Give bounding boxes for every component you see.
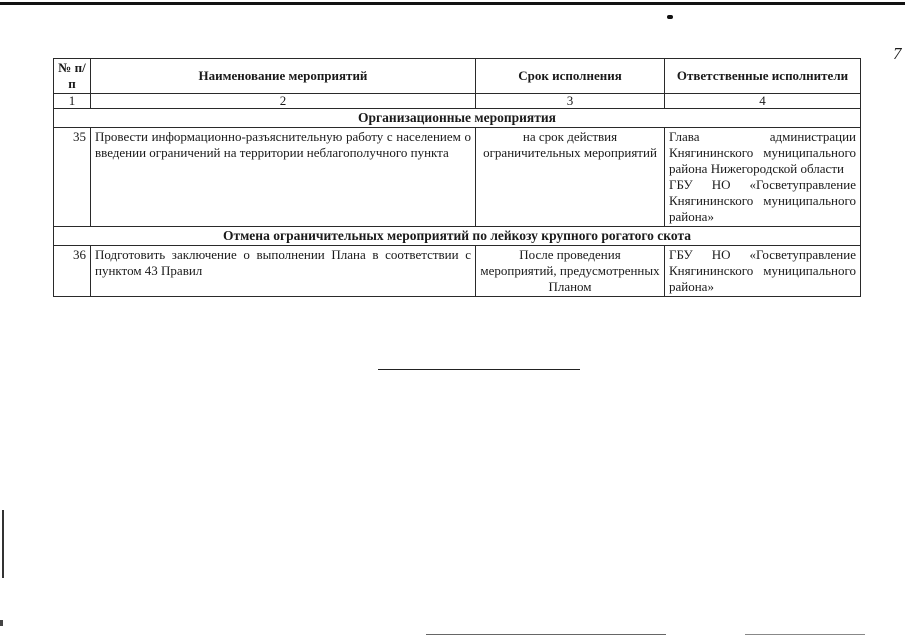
header-name: Наименование мероприятий bbox=[91, 59, 476, 94]
row-responsible bbox=[665, 128, 861, 227]
responsible-entry: ГБУ НО «Госветуправление Княгининского муниципального района» bbox=[669, 177, 856, 224]
row-name: Провести информационно-разъяснительную работу с населением о введении ограничений на территории неблагополучного пункта bbox=[91, 128, 476, 227]
row-name: Подготовить заключение о выполнении Плана в соответствии с пунктом 43 Правил bbox=[91, 246, 476, 297]
table-row bbox=[54, 246, 861, 297]
column-number: 4 bbox=[665, 94, 861, 109]
table-header-row bbox=[54, 59, 861, 94]
header-num: № п/п bbox=[54, 59, 91, 94]
section-row bbox=[54, 227, 861, 246]
scan-speck bbox=[667, 15, 673, 19]
scan-left-edge-mark bbox=[2, 510, 4, 578]
column-number: 1 bbox=[54, 94, 91, 109]
section-row bbox=[54, 109, 861, 128]
section-title: Организационные мероприятия bbox=[54, 109, 861, 128]
row-deadline: После проведения мероприятий, предусмотренных Планом bbox=[476, 246, 665, 297]
header-deadline: Срок исполнения bbox=[476, 59, 665, 94]
page-number: 7 bbox=[893, 44, 902, 63]
column-number-row bbox=[54, 94, 861, 109]
scan-corner-mark bbox=[0, 620, 3, 626]
end-separator-line bbox=[378, 369, 580, 370]
header-responsible: Ответственные исполнители bbox=[665, 59, 861, 94]
scan-bottom-mark bbox=[745, 634, 865, 635]
row-num: 35 bbox=[54, 128, 91, 227]
column-number: 2 bbox=[91, 94, 476, 109]
table-row bbox=[54, 128, 861, 227]
scan-bottom-mark bbox=[426, 634, 666, 635]
responsible-entry: Глава администрации Княгининского муниципального района Нижегородской области bbox=[669, 129, 856, 176]
row-responsible bbox=[665, 246, 861, 297]
row-deadline: на срок действия ограничительных мероприятий bbox=[476, 128, 665, 227]
plan-table bbox=[53, 58, 861, 297]
section-title: Отмена ограничительных мероприятий по лейкозу крупного рогатого скота bbox=[54, 227, 861, 246]
scan-top-border bbox=[0, 2, 905, 5]
column-number: 3 bbox=[476, 94, 665, 109]
responsible-entry: ГБУ НО «Госветуправление Княгининского муниципального района» bbox=[669, 247, 856, 294]
row-num: 36 bbox=[54, 246, 91, 297]
